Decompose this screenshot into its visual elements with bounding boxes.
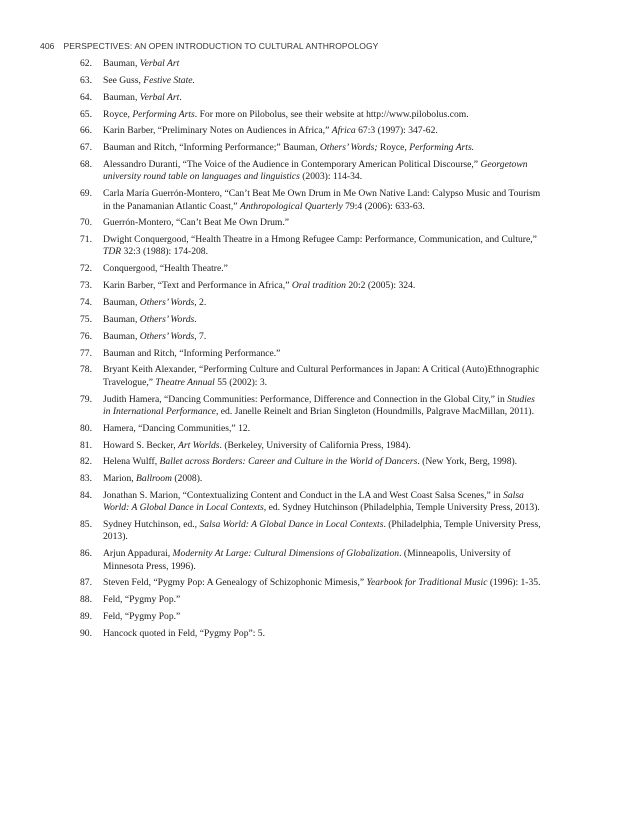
italic-title: TDR xyxy=(103,246,122,258)
citation-text: Guerrón-Montero, “Can’t Beat Me Own Drum.” xyxy=(103,217,290,229)
endnote-number: 74. xyxy=(80,297,92,309)
citation-text: Helena Wulff, xyxy=(103,456,160,468)
endnote-number: 71. xyxy=(80,234,92,246)
endnote-text xyxy=(103,188,540,211)
citation-text: Steven Feld, “Pygmy Pop: A Genealogy of Schizophonic Mimesis,” xyxy=(103,577,367,589)
citation-text: Judith Hamera, “Dancing Communities: Performance, Difference and Connection in the Global City,” in xyxy=(103,393,508,405)
citation-text: Bauman, xyxy=(103,58,140,69)
citation-text: . xyxy=(194,313,197,325)
endnote-item xyxy=(80,364,542,389)
citation-text: Jonathan S. Marion, “Contextualizing Content and Conduct in the LA and West Coast Salsa Scenes,” in xyxy=(103,490,504,502)
citation-text: 55 (2002): 3. xyxy=(214,376,268,388)
italic-title: Ballet across Borders: Career and Culture in the World of Dancers xyxy=(159,456,418,468)
endnote-number: 90. xyxy=(80,628,92,639)
endnote-item xyxy=(80,217,542,229)
endnote-item xyxy=(80,280,542,292)
italic-title: Performing Arts. xyxy=(409,142,475,154)
endnote-number: 78. xyxy=(80,364,92,376)
endnote-item xyxy=(80,456,542,468)
citation-text: Feld, “Pygmy Pop.” xyxy=(103,594,181,606)
endnote-text xyxy=(103,297,206,308)
citation-text: Bauman and Ritch, “Informing Performance;” Bauman, xyxy=(103,142,320,154)
endnote-number: 66. xyxy=(80,125,92,137)
endnote-text xyxy=(103,92,182,103)
endnote-text xyxy=(103,217,289,228)
italic-title: Africa xyxy=(331,125,356,137)
citation-text: Bauman and Ritch, “Informing Performance.” xyxy=(103,347,281,359)
endnote-item xyxy=(80,394,542,419)
endnote-item xyxy=(80,611,542,623)
endnote-item xyxy=(80,577,542,589)
citation-text: . (New York, Berg, 1998). xyxy=(417,456,518,468)
citation-text: Karin Barber, “Preliminary Notes on Audiences in Africa,” xyxy=(103,125,332,137)
endnote-text xyxy=(103,159,528,182)
endnote-item xyxy=(80,423,542,435)
italic-title: Modernity At Large: Cultural Dimensions of Globalization xyxy=(172,548,400,560)
endnote-item xyxy=(80,109,542,121)
endnote-item xyxy=(80,263,542,275)
endnote-number: 79. xyxy=(80,393,92,405)
endnote-text xyxy=(103,142,474,153)
citation-text: . (Philadelphia, Temple University Press, 2013). xyxy=(103,519,541,543)
citation-text: 32:3 (1988): 174-208. xyxy=(121,246,208,258)
endnote-number: 89. xyxy=(80,611,92,623)
endnotes-list xyxy=(80,58,542,645)
citation-text: . For more on Pilobolus, see their website at http://www.pilobolus.com. xyxy=(194,108,469,120)
citation-text: Royce, xyxy=(377,142,410,154)
citation-text: , 7. xyxy=(194,330,207,342)
citation-text: Hamera, “Dancing Communities,” 12. xyxy=(103,422,251,434)
citation-text: Royce, xyxy=(103,108,133,120)
endnote-item xyxy=(80,142,542,154)
running-head xyxy=(40,41,378,51)
citation-text: , ed. Janelle Reinelt and Brian Singleton (Houndmills, Palgrave MacMillan, 2011). xyxy=(215,405,535,417)
italic-title: Theatre Annual xyxy=(155,376,215,388)
endnote-number: 87. xyxy=(80,577,92,589)
citation-text: Conquergood, “Health Theatre.” xyxy=(103,263,228,275)
citation-text: Arjun Appadurai, xyxy=(103,548,173,560)
italic-title: Others’ Words xyxy=(139,313,195,325)
italic-title: Studies in International Performance xyxy=(103,393,535,417)
endnote-text xyxy=(103,577,541,588)
italic-title: Yearbook for Traditional Music xyxy=(366,577,488,589)
italic-title: Others’ Words; xyxy=(319,142,378,154)
endnote-number: 86. xyxy=(80,548,92,560)
endnote-item xyxy=(80,440,542,452)
endnote-item xyxy=(80,159,542,184)
citation-text: Bauman, xyxy=(103,330,140,342)
endnote-text xyxy=(103,75,195,86)
endnote-number: 81. xyxy=(80,439,92,451)
italic-title: Others’ Words xyxy=(139,297,195,309)
endnote-number: 82. xyxy=(80,456,92,468)
endnote-item xyxy=(80,314,542,326)
endnote-text xyxy=(103,364,539,387)
italic-title: Ballroom xyxy=(136,473,172,485)
citation-text: Alessandro Duranti, “The Voice of the Audience in Contemporary American Political Discourse,” xyxy=(103,159,481,171)
endnote-item xyxy=(80,297,542,309)
endnote-number: 84. xyxy=(80,490,92,502)
endnote-item xyxy=(80,548,542,573)
citation-text: Karin Barber, “Text and Performance in Africa,” xyxy=(103,280,292,292)
endnote-text xyxy=(103,490,540,513)
citation-text: , 2. xyxy=(194,297,207,309)
endnote-number: 75. xyxy=(80,313,92,325)
citation-text: , ed. Sydney Hutchinson (Philadelphia, Temple University Press, 2013). xyxy=(263,502,540,514)
italic-title: Performing Arts xyxy=(132,108,195,120)
endnote-item xyxy=(80,331,542,343)
endnote-text xyxy=(103,440,411,451)
citation-text: 67:3 (1997): 347-62. xyxy=(355,125,438,137)
endnote-number: 76. xyxy=(80,330,92,342)
italic-title: Festive State. xyxy=(143,74,195,86)
endnote-number: 72. xyxy=(80,263,92,275)
citation-text: (2008). xyxy=(171,473,203,485)
italic-title: Salsa World: A Global Dance in Local Contexts xyxy=(199,519,384,531)
endnote-item xyxy=(80,125,542,137)
italic-title: Art Worlds xyxy=(178,439,220,451)
endnote-number: 67. xyxy=(80,142,92,154)
endnote-text xyxy=(103,628,265,639)
citation-text: Dwight Conquergood, “Health Theatre in a Hmong Refugee Camp: Performance, Communication, and Culture,” xyxy=(103,234,537,246)
endnote-text xyxy=(103,611,180,622)
italic-title: Verbal Art xyxy=(139,91,180,103)
endnote-item xyxy=(80,92,542,104)
endnote-text xyxy=(103,58,179,69)
endnote-item xyxy=(80,490,542,515)
citation-text: . xyxy=(179,91,182,103)
citation-text: . (Minneapolis, University of Minnesota Press, 1996). xyxy=(103,548,511,572)
endnote-text xyxy=(103,348,280,359)
italic-title: Oral tradition xyxy=(291,280,346,292)
endnote-item xyxy=(80,58,542,70)
endnote-text xyxy=(103,423,250,434)
page-number: 406 xyxy=(40,41,55,51)
endnote-number: 62. xyxy=(80,58,92,69)
italic-title: Verbal Art xyxy=(139,58,180,69)
endnote-number: 69. xyxy=(80,188,92,200)
italic-title: Anthropological Quarterly xyxy=(239,200,343,212)
running-title: PERSPECTIVES: AN OPEN INTRODUCTION TO CULTURAL ANTHROPOLOGY xyxy=(63,41,379,51)
endnote-text xyxy=(103,473,202,484)
citation-text: Bauman, xyxy=(103,91,140,103)
citation-text: (1996): 1-35. xyxy=(487,577,541,589)
endnote-text xyxy=(103,263,228,274)
citation-text: Carla María Guerrón-Montero, “Can’t Beat Me Own Drum in Me Own Native Land: Calypso Music and Tourism in the Panamanian Atlantic Coast,” xyxy=(103,188,541,212)
endnote-text xyxy=(103,456,517,467)
endnote-text xyxy=(103,548,511,571)
citation-text: Bryant Keith Alexander, “Performing Culture and Cultural Performances in Japan: A Critical (Auto)Ethnographic Travelogue,” xyxy=(103,364,540,388)
endnote-number: 73. xyxy=(80,280,92,292)
endnote-item xyxy=(80,519,542,544)
citation-text: Sydney Hutchinson, ed., xyxy=(103,519,200,531)
endnote-text xyxy=(103,109,469,120)
citation-text: . (Berkeley, University of California Press, 1984). xyxy=(219,439,411,451)
citation-text: 79:4 (2006): 633-63. xyxy=(342,200,425,212)
endnote-number: 77. xyxy=(80,347,92,359)
endnote-item xyxy=(80,473,542,485)
endnote-item xyxy=(80,348,542,360)
italic-title: Others’ Words xyxy=(139,330,195,342)
endnote-number: 64. xyxy=(80,91,92,103)
italic-title: Salsa World: A Global Dance in Local Contexts xyxy=(103,490,524,514)
endnote-item xyxy=(80,628,542,640)
endnote-text xyxy=(103,125,438,136)
citation-text: Hancock quoted in Feld, “Pygmy Pop”: 5. xyxy=(103,628,266,639)
endnote-text xyxy=(103,331,206,342)
italic-title: Georgetown university round table on languages and linguistics xyxy=(103,159,528,183)
citation-text: 20:2 (2005): 324. xyxy=(345,280,416,292)
citation-text: Feld, “Pygmy Pop.” xyxy=(103,611,181,623)
endnote-text xyxy=(103,519,541,542)
endnote-text xyxy=(103,594,180,605)
endnote-number: 88. xyxy=(80,594,92,606)
endnote-number: 70. xyxy=(80,217,92,229)
endnote-number: 68. xyxy=(80,159,92,171)
endnote-number: 85. xyxy=(80,519,92,531)
citation-text: Bauman, xyxy=(103,297,140,309)
endnote-text xyxy=(103,234,537,257)
endnote-text xyxy=(103,280,415,291)
endnote-number: 65. xyxy=(80,108,92,120)
endnote-item xyxy=(80,188,542,213)
endnote-item xyxy=(80,234,542,259)
endnote-text xyxy=(103,314,197,325)
citation-text: Bauman, xyxy=(103,313,140,325)
endnote-item xyxy=(80,75,542,87)
endnote-number: 83. xyxy=(80,473,92,485)
citation-text: Howard S. Becker, xyxy=(103,439,179,451)
citation-text: (2003): 114-34. xyxy=(299,171,363,183)
endnote-number: 63. xyxy=(80,74,92,86)
endnote-item xyxy=(80,594,542,606)
citation-text: See Guss, xyxy=(103,74,144,86)
endnote-text xyxy=(103,394,535,417)
endnote-number: 80. xyxy=(80,422,92,434)
citation-text: Marion, xyxy=(103,473,137,485)
